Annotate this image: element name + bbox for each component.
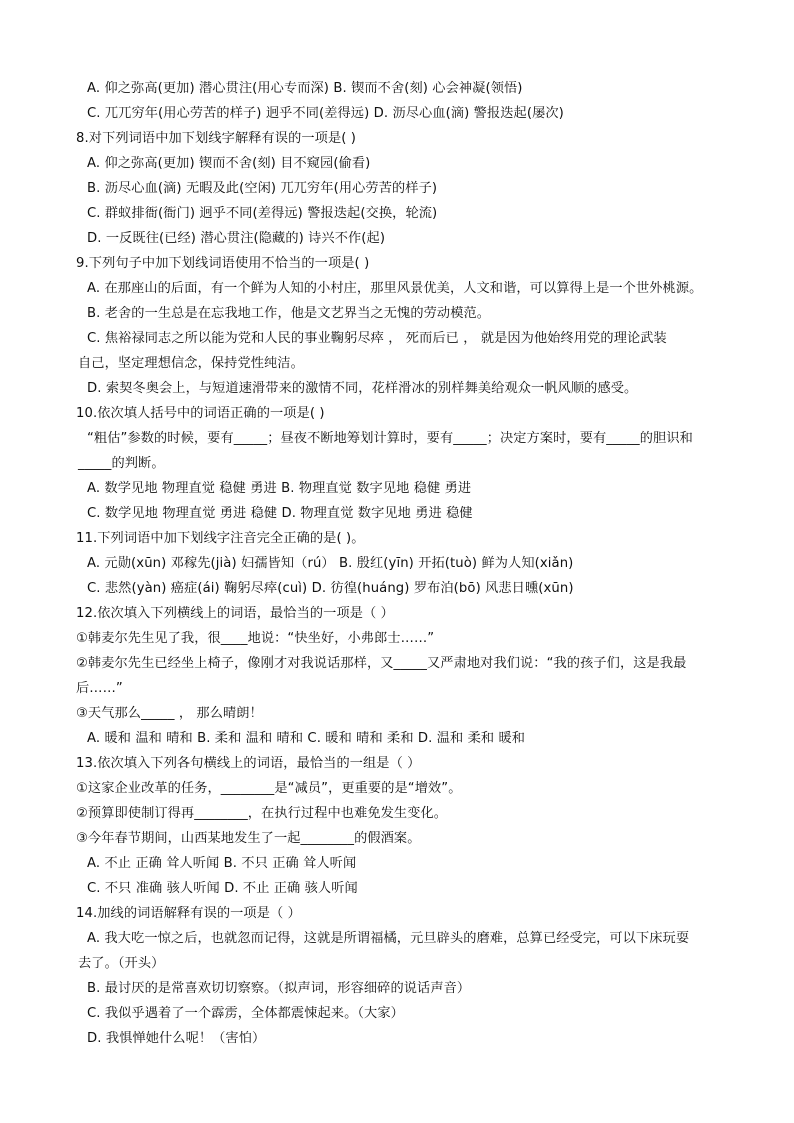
q14-option-b: B. 最讨厌的是常喜欢切切察察。（拟声词，形容细碎的说话声音） — [87, 981, 471, 996]
q13-sentence-3: ③今年春节期间，山西某地发生了一起________的假酒案。 — [76, 831, 421, 846]
q8-option-a: A. 仰之弥高(更加) 锲而不舍(刻) 目不窥园(偷看) — [87, 156, 371, 171]
q9-option-a: A. 在那座山的后面，有一个鲜为人知的小村庄，那里风景优美，人文和谐，可以算得上是一个世外桃源。 — [87, 281, 703, 296]
q13-stem: 13.依次填入下列各句横线上的词语，最恰当的一组是（ ） — [76, 756, 421, 771]
q8-option-b: B. 沥尽心血(滴) 无暇及此(空闲) 兀兀穷年(用心劳苦的样子) — [87, 181, 438, 196]
q12-sentence-1: ①韩麦尔先生见了我，很____地说：“快坐好，小弗郎士……” — [76, 631, 435, 646]
q13-options-ab: A. 不止 正确 耸人听闻 B. 不只 正确 耸人听闻 — [87, 856, 357, 871]
q14-stem: 14.加线的词语解释有误的一项是（ ） — [76, 906, 301, 921]
q8-stem: 8.对下列词语中加下划线字解释有误的一项是( ) — [76, 131, 357, 146]
q10-passage-cont: _____的判断。 — [78, 456, 165, 471]
q13-sentence-2: ②预算即使制订得再________，在执行过程中也难免发生变化。 — [76, 806, 448, 821]
q9-option-b: B. 老舍的一生总是在忘我地工作，他是文艺界当之无愧的劳动模范。 — [87, 306, 491, 321]
q8-option-d: D. 一反既往(已经) 潜心贯注(隐藏的) 诗兴不作(起) — [87, 231, 386, 246]
q11-options-cd: C. 悲然(yàn) 癌症(ái) 鞠躬尽瘁(cuì) D. 彷徨(huáng) 罗布泊(bō) 风悲日曛(xūn) — [87, 581, 574, 596]
q7-options-ab: A. 仰之弥高(更加) 潜心贯注(用心专而深) B. 锲而不舍(刻) 心会神凝(领悟) — [87, 81, 523, 96]
q12-sentence-2-cont: 后……” — [76, 681, 123, 696]
q9-option-d: D. 索契冬奥会上，与短道速滑带来的激情不同，花样滑冰的别样舞美给观众一帆风顺的感受。 — [87, 381, 638, 396]
q9-stem: 9.下列句子中加下划线词语使用不恰当的一项是( ) — [76, 256, 370, 271]
q12-options: A. 暖和 温和 晴和 B. 柔和 温和 晴和 C. 暖和 晴和 柔和 D. 温和 柔和 暖和 — [87, 731, 526, 746]
q7-options-cd: C. 兀兀穷年(用心劳苦的样子) 迥乎不同(差得远) D. 沥尽心血(滴) 警报迭起(屡次) — [87, 106, 564, 121]
q12-sentence-2: ②韩麦尔先生已经坐上椅子，像刚才对我说话那样，又_____又严肃地对我们说：“我的孩子们，这是我最 — [76, 656, 687, 671]
q14-option-c: C. 我似乎遇着了一个霹雳，全体都震悚起来。（大家） — [87, 1006, 404, 1021]
q11-stem: 11.下列词语中加下划线字注音完全正确的是( )。 — [76, 531, 365, 546]
q14-option-a: A. 我大吃一惊之后，也就忽而记得，这就是所谓福橘，元旦辟头的磨难，总算已经受完，可以下床玩耍 — [87, 931, 690, 946]
q12-sentence-3: ③天气那么_____ ， 那么晴朗！ — [76, 706, 263, 721]
q13-options-cd: C. 不只 准确 骇人听闻 D. 不止 正确 骇人听闻 — [87, 881, 358, 896]
q10-options-ab: A. 数学见地 物理直觉 稳健 勇进 B. 物理直觉 数字见地 稳健 勇进 — [87, 481, 472, 496]
q9-option-c: C. 焦裕禄同志之所以能为党和人民的事业鞠躬尽瘁 ， 死而后已 ， 就是因为他始终用党的理论武装 — [87, 331, 667, 346]
q9-option-c-cont: 自己，坚定理想信念，保持党性纯洁。 — [78, 356, 304, 371]
q10-passage: “粗估”参数的时候，要有_____；昼夜不断地筹划计算时，要有_____；决定方案时，要有_____的胆识和 — [87, 431, 693, 446]
q11-options-ab: A. 元勋(xūn) 邓稼先(jià) 妇孺皆知（rú） B. 殷红(yīn) 开拓(tuò) 鲜为人知(xiǎn) — [87, 556, 574, 571]
q14-option-d: D. 我惧惮她什么呢！（害怕） — [87, 1031, 266, 1046]
q10-options-cd: C. 数学见地 物理直觉 勇进 稳健 D. 物理直觉 数字见地 勇进 稳健 — [87, 506, 473, 521]
q8-option-c: C. 群蚁排衙(衙门) 迥乎不同(差得远) 警报迭起(交换，轮流) — [87, 206, 438, 221]
q12-stem: 12.依次填入下列横线上的词语，最恰当的一项是（ ） — [76, 606, 394, 621]
q14-option-a-cont: 去了。（开头） — [78, 956, 165, 971]
q10-stem: 10.依次填人括号中的词语正确的一项是( ) — [76, 406, 325, 421]
q13-sentence-1: ①这家企业改革的任务，________是“减员”，更重要的是“增效”。 — [76, 781, 462, 796]
